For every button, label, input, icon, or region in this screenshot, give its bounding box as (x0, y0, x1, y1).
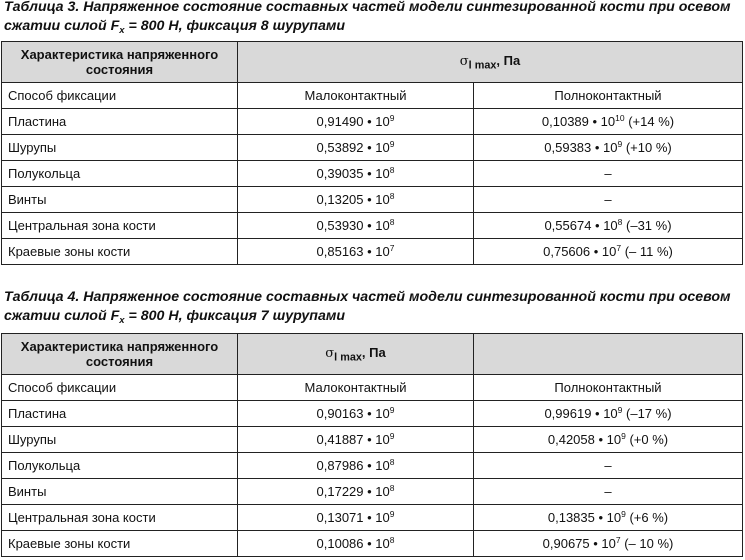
table-3-caption: Таблица 3. Напряженное состояние составных частей модели синтезированной кости при осевом сжатии силой $F_x = 800$ Н, фиксация 8 шурупами (4, 0, 731, 36)
table-row (2, 135, 743, 161)
row-name: Центральная зона кости (2, 213, 238, 239)
header-empty-cell (474, 334, 743, 375)
table-row (2, 453, 743, 479)
full-contact-value: 0,90675 • $10^7$ (– 10 %) (474, 531, 743, 557)
sigma-unit: , Па (361, 344, 386, 360)
full-contact-value: 0,59383 • $10^9$ (+10 %) (474, 135, 743, 161)
table-3 (1, 41, 743, 265)
row-name: Пластина (2, 401, 238, 427)
sigma-symbol: σ (325, 345, 335, 361)
table-4 (1, 333, 743, 557)
method-label: Способ фиксации (2, 83, 238, 109)
low-contact-value: 0,13071 • $10^9$ (238, 505, 474, 531)
table-row (2, 109, 743, 135)
row-name: Полукольца (2, 161, 238, 187)
low-contact-value: 0,53930 • $10^8$ (238, 213, 474, 239)
row-name: Полукольца (2, 453, 238, 479)
table-row (2, 505, 743, 531)
low-contact-value: 0,90163 • $10^9$ (238, 401, 474, 427)
low-contact-value: 0,41887 • $10^9$ (238, 427, 474, 453)
row-name: Шурупы (2, 427, 238, 453)
full-contact-value: 0,13835 • $10^9$ (+6 %) (474, 505, 743, 531)
method-low-contact: Малоконтактный (238, 375, 474, 401)
low-contact-value: 0,87986 • $10^8$ (238, 453, 474, 479)
row-name: Краевые зоны кости (2, 239, 238, 265)
method-label: Способ фиксации (2, 375, 238, 401)
table-header-row (2, 42, 743, 83)
table-row (2, 213, 743, 239)
table-row (2, 161, 743, 187)
row-name: Винты (2, 187, 238, 213)
row-name: Пластина (2, 109, 238, 135)
method-low-contact: Малоконтактный (238, 83, 474, 109)
method-row (2, 375, 743, 401)
full-contact-value: 0,42058 • $10^9$ (+0 %) (474, 427, 743, 453)
table-row (2, 239, 743, 265)
sigma-unit: , Па (496, 52, 521, 68)
full-contact-value: 0,10389 • $10^{10}$ (+14 %) (474, 109, 743, 135)
table-row (2, 401, 743, 427)
sigma-subscript: l max (468, 59, 497, 72)
table-header-row (2, 334, 743, 375)
method-full-contact: Полноконтактный (474, 83, 743, 109)
method-full-contact: Полноконтактный (474, 375, 743, 401)
low-contact-value: 0,13205 • $10^8$ (238, 187, 474, 213)
full-contact-value: – (474, 161, 743, 187)
sigma-subscript: l max (334, 351, 362, 364)
method-row (2, 83, 743, 109)
low-contact-value: 0,91490 • $10^9$ (238, 109, 474, 135)
full-contact-value: 0,99619 • $10^9$ (–17 %) (474, 401, 743, 427)
full-contact-value: 0,55674 • $10^8$ (–31 %) (474, 213, 743, 239)
table-row (2, 427, 743, 453)
low-contact-value: 0,85163 • $10^7$ (238, 239, 474, 265)
row-name: Винты (2, 479, 238, 505)
full-contact-value: 0,75606 • $10^7$ (– 11 %) (474, 239, 743, 265)
table-row (2, 187, 743, 213)
row-name: Шурупы (2, 135, 238, 161)
header-sigma (238, 42, 743, 83)
low-contact-value: 0,39035 • $10^8$ (238, 161, 474, 187)
header-characteristic: Характеристика напряженного состояния (2, 334, 238, 375)
low-contact-value: 0,10086 • $10^8$ (238, 531, 474, 557)
low-contact-value: 0,53892 • $10^9$ (238, 135, 474, 161)
row-name: Центральная зона кости (2, 505, 238, 531)
table-row (2, 479, 743, 505)
header-characteristic: Характеристика напряженного состояния (2, 42, 238, 83)
full-contact-value: – (474, 453, 743, 479)
table-4-caption: Таблица 4. Напряженное состояние составных частей модели синтезированной кости при осевом сжатии силой $F_x = 800$ Н, фиксация 7 шурупами (4, 289, 731, 326)
table-row (2, 531, 743, 557)
full-contact-value: – (474, 479, 743, 505)
full-contact-value: – (474, 187, 743, 213)
header-sigma (238, 334, 474, 375)
low-contact-value: 0,17229 • $10^8$ (238, 479, 474, 505)
row-name: Краевые зоны кости (2, 531, 238, 557)
sigma-symbol: σ (459, 53, 469, 69)
